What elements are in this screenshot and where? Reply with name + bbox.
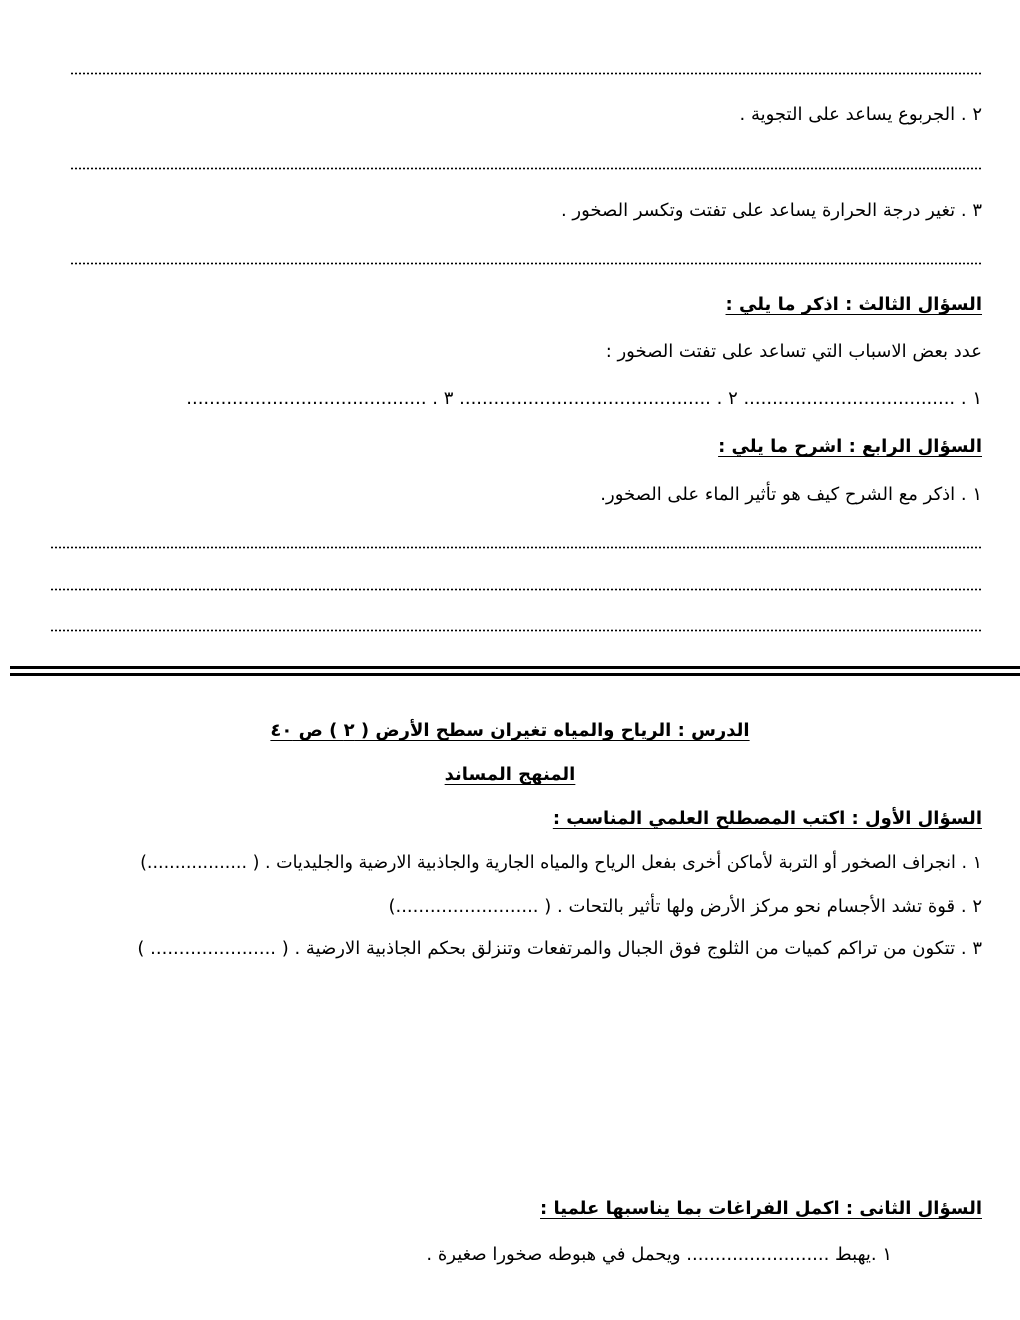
answer-line[interactable] bbox=[50, 588, 982, 591]
question-3-heading: السؤال الثالث : اذكر ما يلي : bbox=[725, 294, 982, 315]
question-4-item-1: ١ . اذكر مع الشرح كيف هو تأثير الماء على الصخور. bbox=[600, 484, 982, 505]
statement-3: ٣ . تغير درجة الحرارة يساعد على تفتت وتكسر الصخور . bbox=[560, 200, 982, 221]
lesson-subtitle: المنهج المساند bbox=[444, 764, 576, 785]
question-4-heading: السؤال الرابع : اشرح ما يلي : bbox=[718, 436, 982, 457]
question-1-heading: السؤال الأول : اكتب المصطلح العلمي المناسب : bbox=[552, 808, 982, 829]
question-1-item-3: ٣ . تتكون من تراكم كميات من الثلوج فوق الجبال والمرتفعات وتنزلق بحكم الجاذبية الارضية . ( ...................... ) bbox=[137, 938, 982, 959]
answer-line[interactable] bbox=[70, 72, 982, 75]
question-1-item-2: ٢ . قوة تشد الأجسام نحو مركز الأرض ولها تأثير بالتحات . ( .........................) bbox=[388, 896, 982, 917]
question-1-item-1: ١ . انجراف الصخور أو التربة لأماكن أخرى بفعل الرياح والمياه الجارية والجاذبية الارضية والجليديات . ( ..................) bbox=[140, 853, 982, 873]
answer-line[interactable] bbox=[70, 167, 982, 170]
question-3-blanks[interactable]: ١ . ..................................... ٢ . ............................................ ٣ . .......................................... bbox=[186, 388, 982, 409]
answer-line[interactable] bbox=[50, 546, 982, 549]
question-2-item-1: ١ .يهبط ......................... ويحمل في هبوطه صخورا صغيرة . bbox=[426, 1244, 892, 1265]
statement-2: ٢ . الجربوع يساعد على التجوية . bbox=[739, 104, 982, 125]
section-divider-top bbox=[10, 666, 1020, 669]
question-3-prompt: عدد بعض الاسباب التي تساعد على تفتت الصخور : bbox=[605, 341, 982, 362]
answer-line[interactable] bbox=[50, 629, 982, 632]
answer-line[interactable] bbox=[70, 262, 982, 265]
lesson-title: الدرس : الرياح والمياه تغيران سطح الأرض ( ٢ ) ص ٤٠ bbox=[270, 720, 750, 741]
section-divider-bottom bbox=[10, 673, 1020, 676]
question-2-heading: السؤال الثانى : اكمل الفراغات بما يناسبها علميا : bbox=[540, 1198, 982, 1219]
